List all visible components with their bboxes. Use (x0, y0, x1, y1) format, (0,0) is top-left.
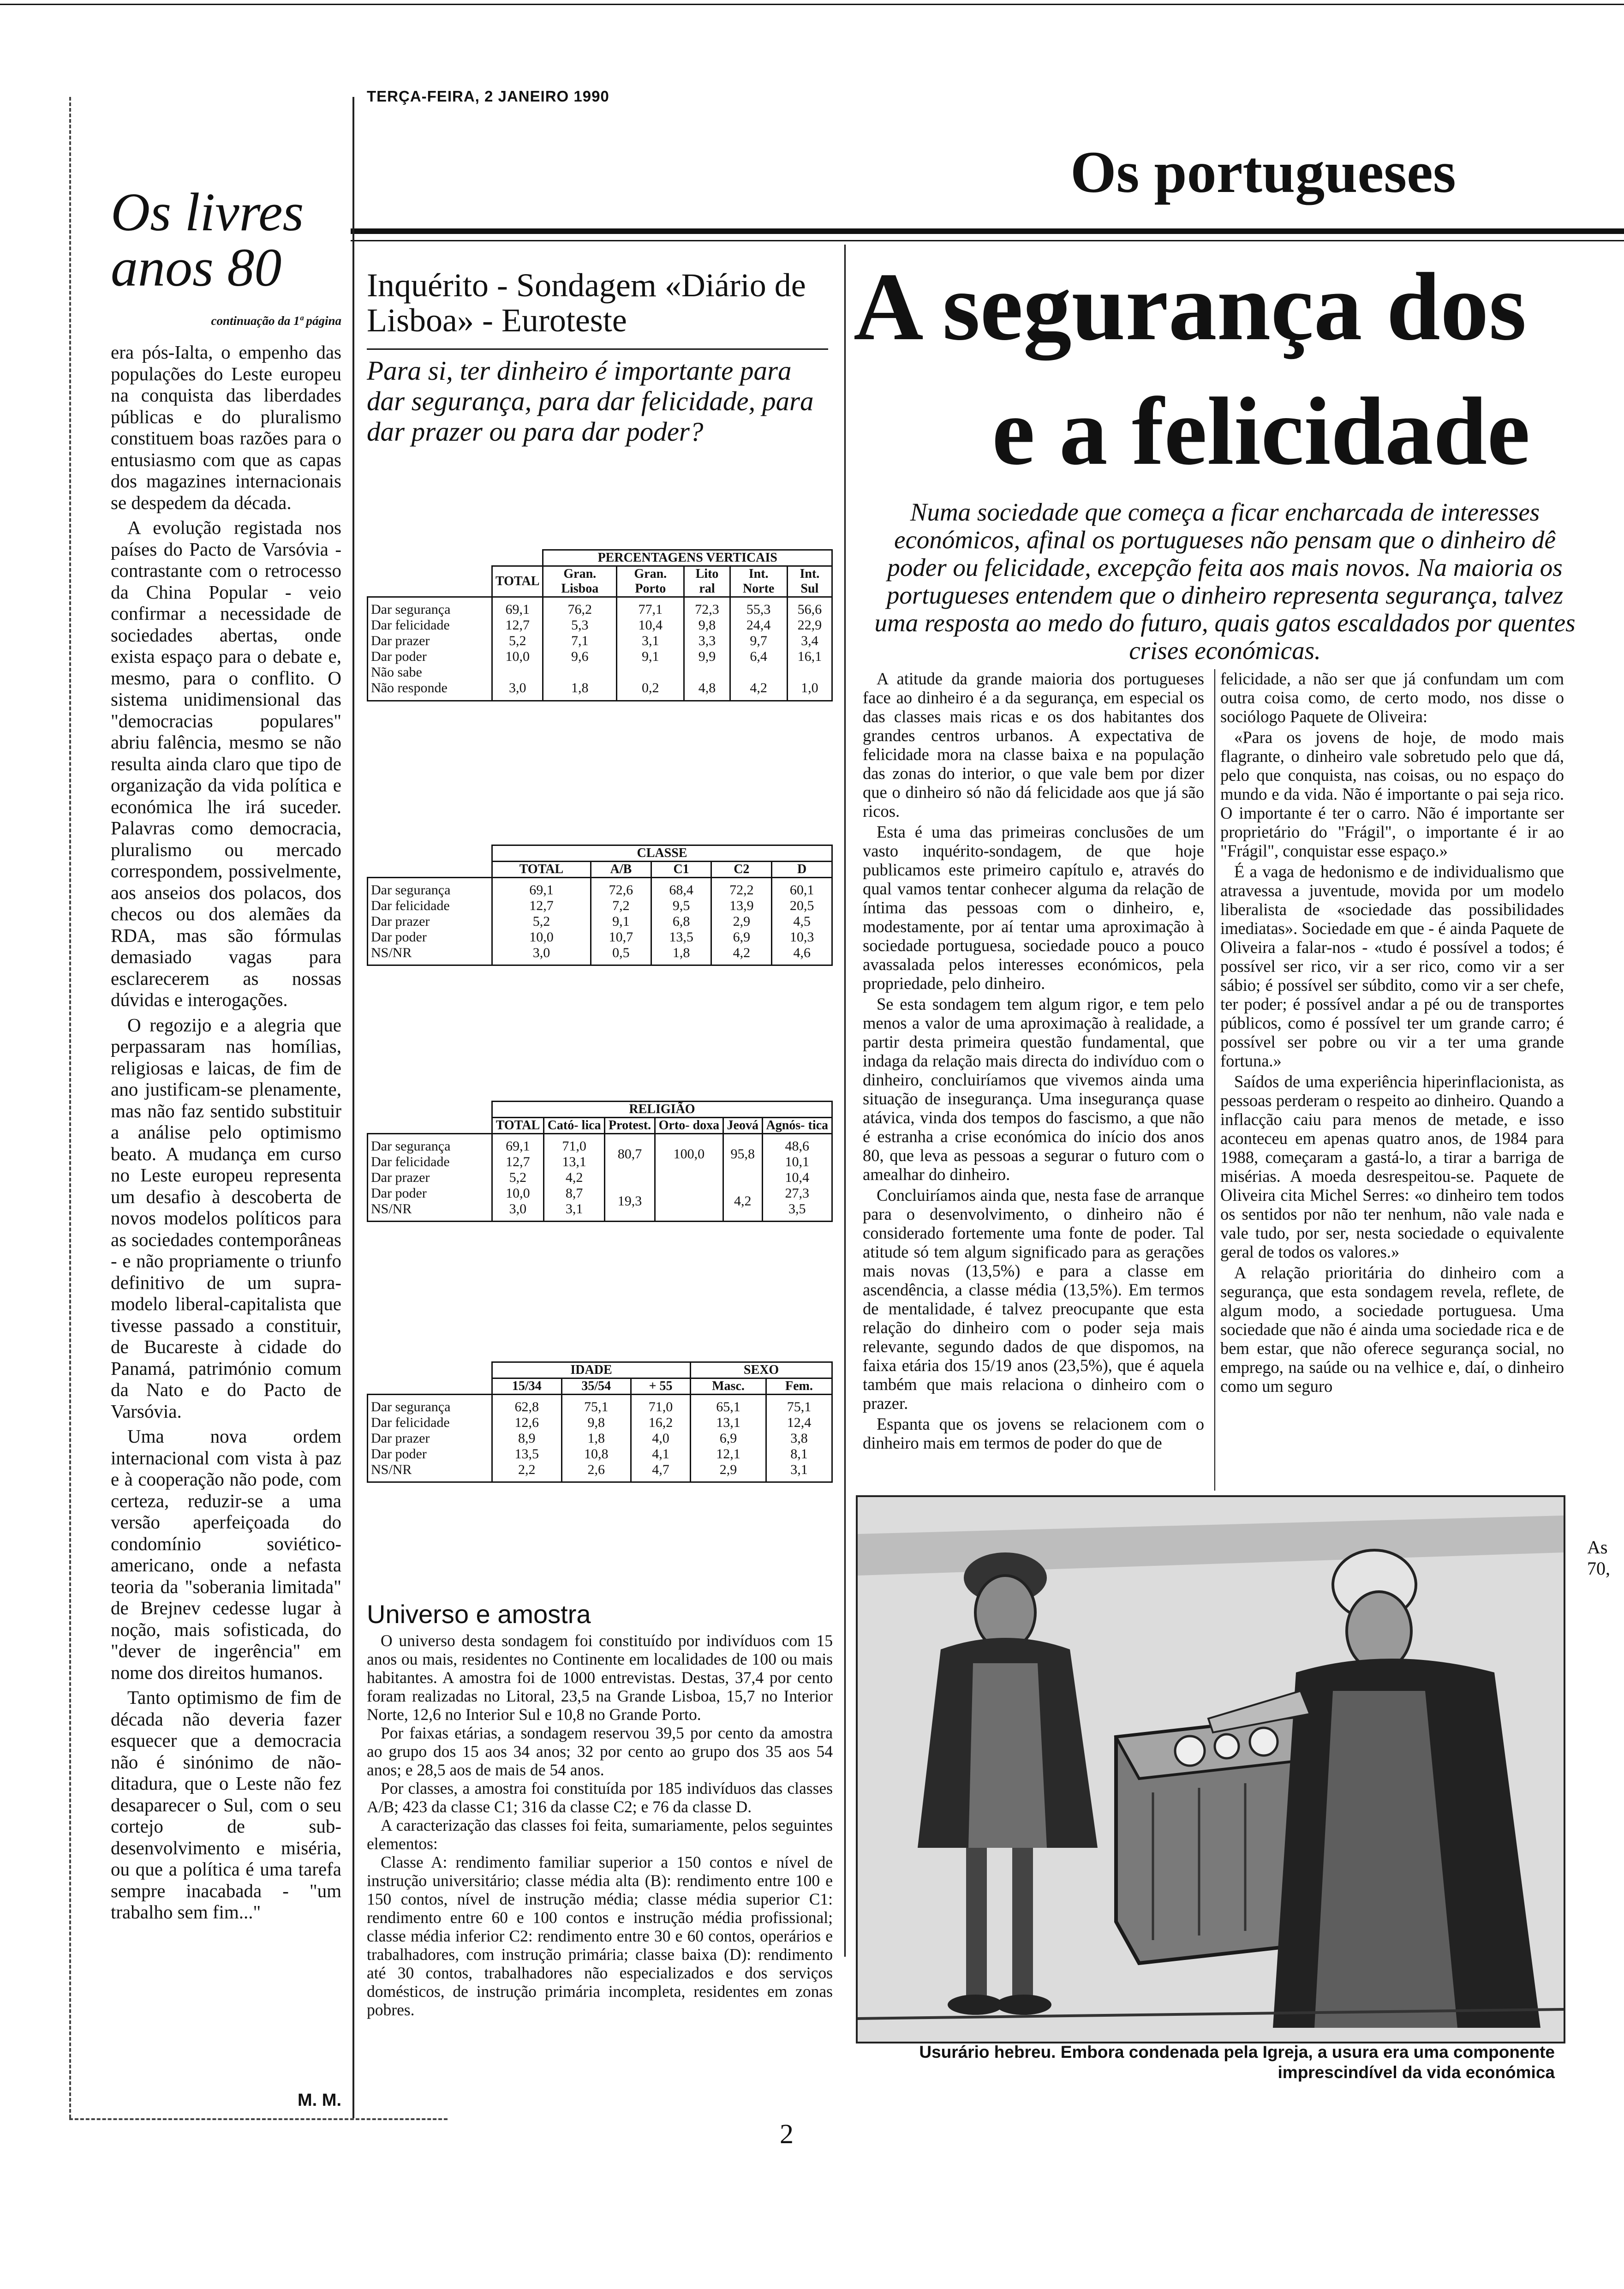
section-title: Os portugueses (1070, 139, 1456, 205)
table-cell: 80,7 19,3 (605, 1134, 655, 1222)
article-column-2 (1220, 669, 1564, 1397)
table-cell: 72,2 13,9 2,9 6,9 4,2 (711, 878, 772, 965)
column-header: Int. Norte (730, 566, 787, 597)
main-headline (854, 245, 1624, 494)
paragraph: O universo desta sondagem foi constituído por indivíduos com 15 anos ou mais, residentes no Continente em localidades de 100 ou mais habitantes. A amostra foi de 1000 entrevistas. Destas, 37,4 por cento foram realizadas no Litoral, 23,5 na Grande Lisboa, 15,7 no Interior Norte, 12,6 no Interior Sul e 10,8 no Grande Porto. (367, 1631, 833, 1724)
paragraph: A relação prioritária do dinheiro com a segurança, que esta sondagem revela, reflete, de algum modo, a sociedade portuguesa. Uma sociedade que não é ainda uma sociedade rica e de bem estar, que não oferece segurança social, no emprego, na saúde ou na velhice e, daí, o dinheiro como um seguro (1220, 1263, 1564, 1396)
table-group-header: CLASSE (492, 845, 832, 862)
paragraph: O regozijo e a alegria que perpassaram nas homílias, religiosas e laicas, de fim de ano justificam-se plenamente, mas não faz sentido substituir a análise pelo optimismo beato. A mudança em curso no Leste europeu representa um desafio à descoberta de novos modelos políticos para as sociedades contemporâneas - e não propriamente o triunfo definitivo de um supra-modelo liberal-capitalista que tivesse passado a constituir, de Bucareste à cidade do Panamá, património comum da Nato e do Pacto de Varsóvia. (111, 1014, 341, 1422)
column-header: TOTAL (492, 566, 543, 597)
table-cell: 72,6 7,2 9,1 10,7 0,5 (591, 878, 651, 965)
column-header: Protest. (605, 1118, 655, 1134)
column-header: Gran. Lisboa (543, 566, 617, 597)
table-group-header: SEXO (691, 1362, 832, 1378)
column-header: Lito ral (684, 566, 730, 597)
article-column-1 (863, 669, 1204, 1454)
paragraph: Saídos de uma experiência hiperinflacionista, as pessoas perderam o respeito ao dinheiro. Quando a inflacção caiu para menos de metade, e isso aconteceu em apenas quatro anos, de 1984 para 1988, começaram a gastá-lo, a tirar a barriga de misérias. A moeda desrespeitou-se. Paquete de Oliveira cita Michel Serres: «o dinheiro tem todos os sentidos por não ter nenhum, não vale nada e vale tudo, por ser, nesta sociedade o equivalente geral de todos os valores.» (1220, 1072, 1564, 1261)
paragraph: Se esta sondagem tem algum rigor, e tem pelo menos a valor de uma aproximação à realidade, a partir desta primeira questão fundamental, que indaga da relação mais directa do indivíduo com o dinheiro, concluiríamos que vivemos ainda uma situação de insegurança. Uma insegurança quase atávica, vinda dos tempos do fascismo, a que não é estranha a crise económica do início dos anos 80, que leva as pessoas a segurar o futuro com o amealhar do dinheiro. (863, 995, 1204, 1184)
left-article-title: Os livres anos 80 (111, 182, 304, 298)
woodcut-image (858, 1497, 1564, 2042)
table-regions (367, 549, 833, 701)
left-article-body (111, 342, 341, 1927)
table-cell: 56,6 22,9 3,4 16,1 1,0 (787, 597, 832, 701)
table-cell: 62,8 12,6 8,9 13,5 2,2 (492, 1395, 562, 1482)
column-header: Jeová (723, 1118, 762, 1134)
table-cell: 75,1 9,8 1,8 10,8 2,6 (561, 1395, 631, 1482)
table-cell: 77,1 10,4 3,1 9,1 0,2 (617, 597, 684, 701)
table-classe (367, 845, 833, 966)
paragraph: Espanta que os jovens se relacionem com o dinheiro mais em termos de poder do que de (863, 1414, 1204, 1452)
survey-label: Inquérito - Sondagem «Diário de Lisboa» - Euroteste (367, 267, 806, 339)
bottom-dashed-rule (69, 2118, 448, 2120)
table-cell: 100,0 (655, 1134, 723, 1222)
paragraph: Concluiríamos ainda que, nesta fase de arranque para o desenvolvimento, o dinheiro não é considerado fortemente uma fonte de poder. Tal atitude só tem algum significado para as gerações mais novas (13,5%) e para a classe em ascendência, a classe média (13,5%). Em termos de mentalidade, é talvez preocupante que esta relação do dinheiro com o poder seja mais relevante, segundo dados de que dispomos, na faixa etária dos 15/19 anos (23,5%), que é aquela também que mais relaciona o dinheiro com o prazer. (863, 1186, 1204, 1413)
column-header: Int. Sul (787, 566, 832, 597)
paragraph: Uma nova ordem internacional com vista à paz e à cooperação não pode, com certeza, reduzir-se a uma versão aperfeiçoada do condomínio soviético-americano, onde a nefasta teoria da "soberania limitada" de Brejnev cedesse lugar à noção, mais sofisticada, do "dever de ingerência" em nome dos direitos humanos. (111, 1426, 341, 1683)
usurer-illustration (856, 1495, 1565, 2043)
paragraph: felicidade, a não ser que já confundam um com outra coisa como, de certo modo, nos disse o sociólogo Paquete de Oliveira: (1220, 669, 1564, 726)
paragraph: Por classes, a amostra foi constituída por 185 indivíduos das classes A/B; 423 da classe C1; 316 da classe C2; e 76 da classe D. (367, 1779, 833, 1816)
illustration-caption: Usurário hebreu. Embora condenada pela Igreja, a usura era uma componente imprescindível da vida económica (919, 2043, 1555, 2082)
column-header: Agnós- tica (762, 1118, 832, 1134)
column-header: C2 (711, 862, 772, 878)
issue-date: TERÇA-FEIRA, 2 JANEIRO 1990 (367, 88, 609, 105)
column-header: C1 (651, 862, 711, 878)
table-cell: 69,1 12,7 5,2 10,0 3,0 (492, 1134, 544, 1222)
column-header: Gran. Porto (617, 566, 684, 597)
section-rule (351, 228, 1624, 234)
article-lead: Numa sociedade que começa a ficar encharcada de interesses económicos, afinal os portugueses não pensam que o dinheiro dê poder ou felicidade, excepção feita aos mais novos. Na maioria os portugueses entendem que o dinheiro representa segurança, talvez uma resposta ao medo do futuro, quais gatos escaldados por quentes crises económicas. (874, 498, 1576, 665)
column-header: A/B (591, 862, 651, 878)
table-cell: 68,4 9,5 6,8 13,5 1,8 (651, 878, 711, 965)
continuation-note: continuação da 1ª página (211, 314, 341, 328)
table-cell: 95,8 4,2 (723, 1134, 762, 1222)
table-cell: 55,3 24,4 9,7 6,4 4,2 (730, 597, 787, 701)
table-cell: 69,1 12,7 5,2 10,0 3,0 (492, 597, 543, 701)
table-religiao (367, 1101, 833, 1222)
column-header: TOTAL (492, 862, 591, 878)
headline-line: e a felicidade (992, 378, 1530, 485)
paragraph: A atitude da grande maioria dos portugueses face ao dinheiro é a da segurança, em especial os das classes mais ricas e os dos habitantes dos grandes centros urbanos. A expectativa de felicidade mora na classe baixa e na população das zonas do interior, o que vale bem por dizer que o dinheiro só não dá felicidade aos que já são ricos. (863, 669, 1204, 821)
paragraph: «Para os jovens de hoje, de modo mais flagrante, o dinheiro vale sobretudo pelo que dá, pelo que conquista, nas coisas, ou no espaço do mundo e da vida. Não é importante o pai seja rico. O importante é ter o carro. Não é importante ser proprietário do "Frágil", o importante é ir ao "Frágil", conquistar esse espaço.» (1220, 728, 1564, 860)
paragraph: A evolução registada nos países do Pacto de Varsóvia - contrastante com o retrocesso da China Popular - veio confirmar a necessidade de sociedades abertas, onde exista espaço para o debate e, mesmo, para o conflito. O sistema unidimensional das "democracias populares" abriu falência, mesmo se não resulta ainda claro que tipo de organização da vida política e económica lhe irá suceder. Palavras como democracia, pluralismo ou mercado correspondem, possivelmente, aos anseios dos polacos, dos checos ou dos alemães da RDA, mas são fórmulas demasiado vagas para esclarecerem as nossas dúvidas e interogações. (111, 517, 341, 1010)
table-cell: 72,3 9,8 3,3 9,9 4,8 (684, 597, 730, 701)
column-header: Cató- lica (543, 1118, 605, 1134)
column-header: Orto- doxa (655, 1118, 723, 1134)
row-labels: Dar segurança Dar felicidade Dar prazer Dar poder NS/NR (368, 1395, 492, 1482)
paragraph: Classe A: rendimento familiar superior a 150 contos e nível de instrução universitário; classe média alta (B): rendimento entre 100 e 150 contos, nível de instrução média; classe média superior C1: rendimento entre 60 e 100 contos e instrução média profissional; classe média inferior C2: rendimento entre 30 e 60 contos, operários e trabalhadores, com instrução primária; classe baixa (D): rendimento até 30 contos, trabalhadores não especializados e dos serviços domésticos, de instrução primária incompleta, residentes em zonas pobres. (367, 1853, 833, 2019)
column-header: Masc. (691, 1378, 766, 1395)
column-header: Fem. (766, 1378, 832, 1395)
table-group-header: RELIGIÃO (492, 1102, 832, 1118)
table-cell: 75,1 12,4 3,8 8,1 3,1 (766, 1395, 832, 1482)
column-header: 15/34 (492, 1378, 562, 1395)
paragraph: É a vaga de hedonismo e de individualismo que atravessa a juventude, movida por um modelo liberalista de «sociedade das possibilidades imediatas». Sociedade em que - é ainda Paquete de Oliveira a falar-nos - «tudo é possível a todos; é possível ser rico, vir a ser rico, como vir a ser sábio; é possível ser súbdito, como vir a ser chefe, ter poder; é possível andar a pé ou de transportes públicos, como é possível ter um grande carro; é possível ser pobre ou vir a ter uma grande fortuna.» (1220, 862, 1564, 1070)
table-group-header: PERCENTAGENS VERTICAIS (543, 550, 832, 566)
table-cell: 69,1 12,7 5,2 10,0 3,0 (492, 878, 591, 965)
page-number: 2 (780, 2119, 794, 2149)
table-idade-sexo (367, 1361, 833, 1483)
table-cell: 65,1 13,1 6,9 12,1 2,9 (691, 1395, 766, 1482)
table-cell: 76,2 5,3 7,1 9,6 1,8 (543, 597, 617, 701)
table-cell: 71,0 16,2 4,0 4,1 4,7 (631, 1395, 691, 1482)
universo-heading: Universo e amostra (367, 1600, 591, 1629)
table-cell: 60,1 20,5 4,5 10,3 4,6 (772, 878, 832, 965)
universo-body (367, 1631, 833, 2019)
paragraph: Tanto optimismo de fim de década não deveria fazer esquecer que a democracia não é sinónimo de não-ditadura, que o Leste não fez desaparecer o Sul, com o seu cortejo de sub-desenvolvimento e miséria, ou que a política é uma tarefa sempre inacabada - "um trabalho sem fim..." (111, 1687, 341, 1923)
paragraph: A caracterização das classes foi feita, sumariamente, pelos seguintes elementos: (367, 1816, 833, 1853)
table-group-header: IDADE (492, 1362, 691, 1378)
column-header: + 55 (631, 1378, 691, 1395)
author-signature: M. M. (298, 2091, 341, 2110)
row-labels: Dar segurança Dar felicidade Dar prazer Dar poder NS/NR (368, 878, 492, 965)
column-header: 35/54 (561, 1378, 631, 1395)
cut-off-sidenote: As 70, (1587, 1537, 1610, 1579)
paragraph: era pós-Ialta, o empenho das populações do Leste europeu na conquista das liberdades públicas e do pluralismo constituem boas razões para o entusiasmo com que as capas dos magazines internacionais se despedem da década. (111, 342, 341, 513)
survey-question: Para si, ter dinheiro é importante para dar segurança, para dar felicidade, para dar prazer ou para dar poder? (367, 355, 814, 447)
headline-line: A segurança dos (854, 253, 1527, 360)
paragraph: Por faixas etárias, a sondagem reservou 39,5 por cento da amostra ao grupo dos 15 aos 34 anos; 32 por cento ao grupo dos 35 aos 54 anos; e 28,5 aos de mais de 54 anos. (367, 1724, 833, 1779)
table-cell: 71,0 13,1 4,2 8,7 3,1 (543, 1134, 605, 1222)
row-labels: Dar segurança Dar felicidade Dar prazer Dar poder NS/NR (368, 1134, 492, 1222)
table-cell: 48,6 10,1 10,4 27,3 3,5 (762, 1134, 832, 1222)
paragraph: Esta é uma das primeiras conclusões de um vasto inquérito-sondagem, de que hoje publicamos este primeiro capítulo e, através do qual vamos tentar conhecer alguma da relação de íntima das pessoas com o dinheiro, e, modestamente, por aí tentar uma aproximação à sociedade portuguesa, sociedade pouco a pouco avassalada pelos interesses económicos, pela propriedade, pelo dinheiro. (863, 822, 1204, 993)
row-labels: Dar segurança Dar felicidade Dar prazer Dar poder Não sabe Não responde (368, 597, 492, 701)
column-header: TOTAL (492, 1118, 544, 1134)
column-divider (1214, 669, 1215, 1491)
column-divider (844, 245, 846, 1957)
column-header: D (772, 862, 832, 878)
